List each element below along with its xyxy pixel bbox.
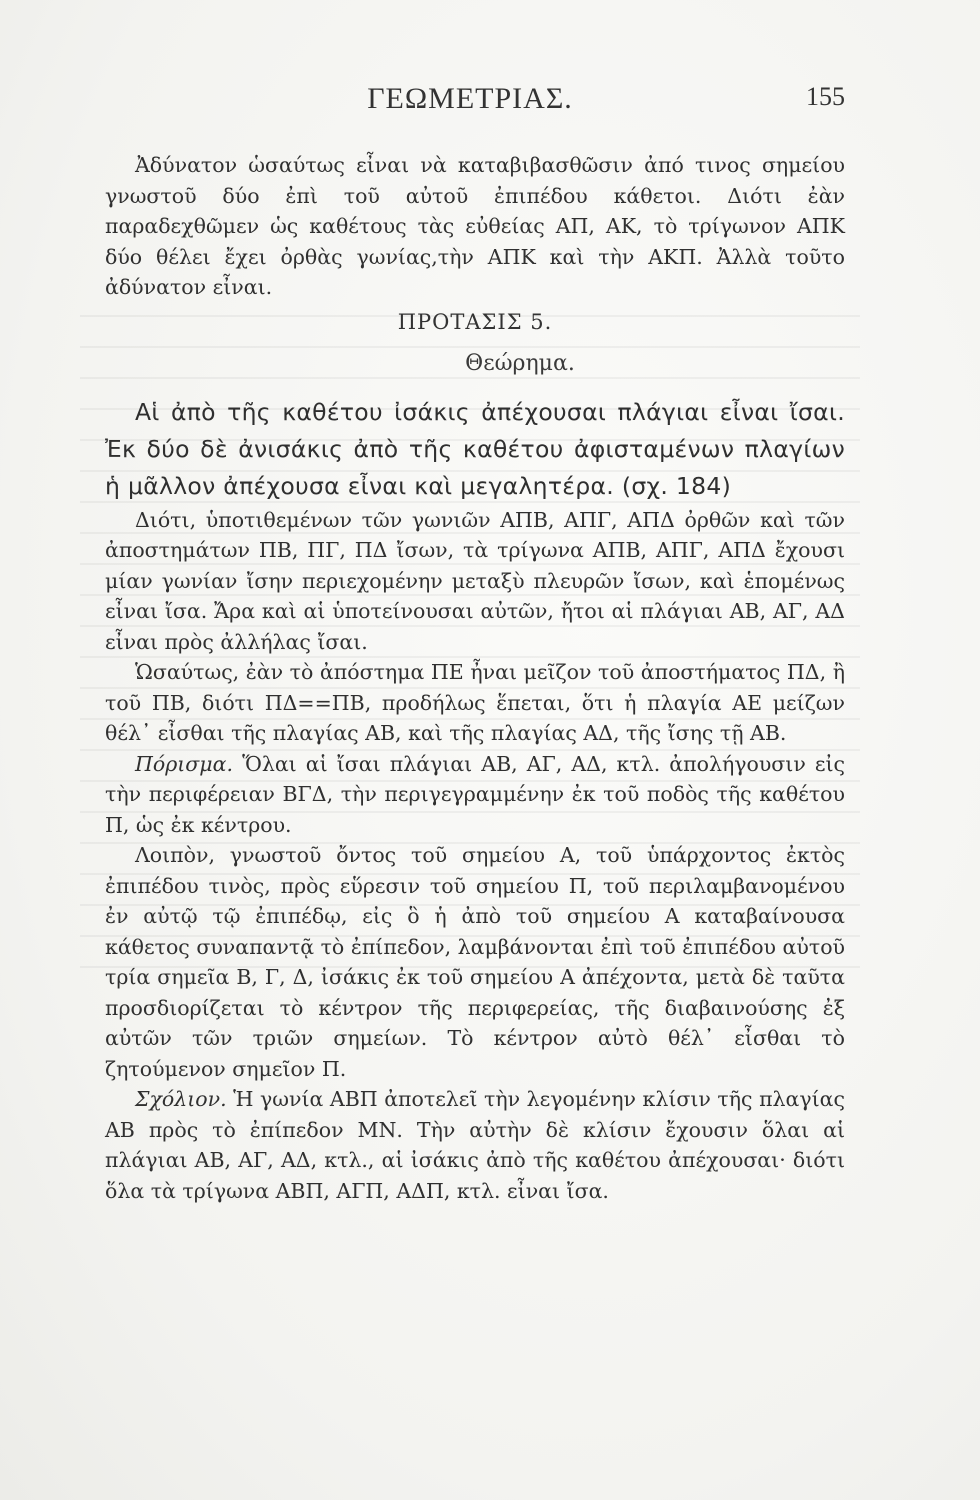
paragraph-impossibility: Ἀδύνατον ὡσαύτως εἶναι νὰ καταβιβασθῶσιν ἀπό τινος σημείου γνωστοῦ δύο ἐπὶ τοῦ αὐτοῦ ἐπιπέδου κάθετοι. Διότι ἐὰν παραδεχθῶμεν ὡς καθέτους τὰς εὐθείας ΑΠ, ΑΚ, τὸ τρίγωνον ΑΠΚ δύο θέλει ἔχει ὀρθὰς γωνίας,τὴν ΑΠΚ καὶ τὴν ΑΚΠ. Ἀλλὰ τοῦτο ἀδύνατον εἶναι. bbox=[105, 153, 845, 299]
page-number: 155 bbox=[806, 82, 845, 111]
proposition-heading: ΠΡΟΤΑΣΙΣ 5. bbox=[397, 309, 553, 334]
scholium-text: Ἡ γωνία ΑΒΠ ἀποτελεῖ τὴν λεγομένην κλίσιν τῆς πλαγίας ΑΒ πρὸς τὸ ἐπίπεδον ΜΝ. Τὴν αὐτὴν δὲ κλίσιν ἔχουσιν ὅλαι αἱ πλάγιαι ΑΒ, ΑΓ, ΑΔ, κτλ., αἱ ἰσάκις ἀπὸ τῆς καθέτου ἀπέχουσαι· διότι ὅλα τὰ τρίγωνα ΑΒΠ, ΑΓΠ, ΑΔΠ, κτλ. εἶναι ἴσα. bbox=[105, 1087, 845, 1203]
paragraph-construction: Λοιπὸν, γνωστοῦ ὄντος τοῦ σημείου Α, τοῦ ὑπάρχοντος ἐκτὸς ἐπιπέδου τινὸς, πρὸς εὕρεσιν τοῦ σημείου Π, τοῦ περιλαμβανομένου ἐν αὐτῷ τῷ ἐπιπέδῳ, εἰς ὃ ἡ ἀπὸ τοῦ σημείου Α καταβαίνουσα κάθετος συναπαντᾷ τὸ ἐπίπεδον, λαμβάνονται ἐπὶ τοῦ ἐπιπέδου αὐτοῦ τρία σημεῖα Β, Γ, Δ, ἰσάκις ἐκ τοῦ σημείου Α ἀπέχοντα, μετὰ δὲ ταῦτα προσδιορίζεται τὸ κέντρον τῆς περιφερείας, τῆς διαβαινούσης ἐξ αὐτῶν τῶν τριῶν σημείων. Τὸ κέντρον αὐτὸ θέλ᾽ εἶσθαι τὸ ζητούμενον σημεῖον Π. bbox=[105, 843, 845, 1081]
corollary-label: Πόρισμα. bbox=[135, 751, 233, 776]
running-title: ΓΕΩΜΕΤΡΙΑΣ. bbox=[367, 82, 573, 115]
paragraph-proof-continued: Ὡσαύτως, ἐὰν τὸ ἀπόστημα ΠΕ ἦναι μεῖζον τοῦ ἀποστήματος ΠΔ, ἢ τοῦ ΠΒ, διότι ΠΔ==ΠΒ, προδήλως ἕπεται, ὅτι ἡ πλαγία ΑΕ μείζων θέλ᾽ εἶσθαι τῆς πλαγίας ΑΒ, καὶ τῆς πλαγίας ΑΔ, τῆς ἴσης τῇ ΑΒ. bbox=[105, 660, 845, 745]
page-header bbox=[100, 82, 845, 122]
page-body bbox=[105, 150, 845, 1206]
scholium-label: Σχόλιον. bbox=[135, 1087, 227, 1111]
theorem-label: Θεώρημα. bbox=[465, 351, 575, 376]
corollary-paragraph bbox=[105, 749, 845, 841]
theorem-enunciation: Αἱ ἀπὸ τῆς καθέτου ἰσάκις ἀπέχουσαι πλάγιαι εἶναι ἴσαι. Ἐκ δύο δὲ ἀνισάκις ἀπὸ τῆς καθέτου ἀφισταμένων πλαγίων ἡ μᾶλλον ἀπέχουσα εἶναι καὶ μεγαλητέρα. (σχ. 184) bbox=[105, 397, 845, 500]
corollary-text: Ὅλαι αἱ ἴσαι πλάγιαι ΑΒ, ΑΓ, ΑΔ, κτλ. ἀπολήγουσιν εἰς τὴν περιφέρειαν ΒΓΔ, τὴν περιγεγραμμένην ἐκ τοῦ ποδὸς τῆς καθέτου Π, ὡς ἐκ κέντρου. bbox=[105, 751, 845, 837]
scholium-paragraph bbox=[105, 1084, 845, 1206]
paragraph-proof: Διότι, ὑποτιθεμένων τῶν γωνιῶν ΑΠΒ, ΑΠΓ, ΑΠΔ ὀρθῶν καὶ τῶν ἀποστημάτων ΠΒ, ΠΓ, ΠΔ ἴσων, τὰ τρίγωνα ΑΠΒ, ΑΠΓ, ΑΠΔ ἔχουσι μίαν γωνίαν ἴσην περιεχομένην μεταξὺ πλευρῶν ἴσων, καὶ ἑπομένως εἶναι ἴσα. Ἄρα καὶ αἱ ὑποτείνουσαι αὐτῶν, ἤτοι αἱ πλάγιαι ΑΒ, ΑΓ, ΑΔ εἶναι πρὸς ἀλλήλας ἴσαι. bbox=[105, 507, 845, 654]
